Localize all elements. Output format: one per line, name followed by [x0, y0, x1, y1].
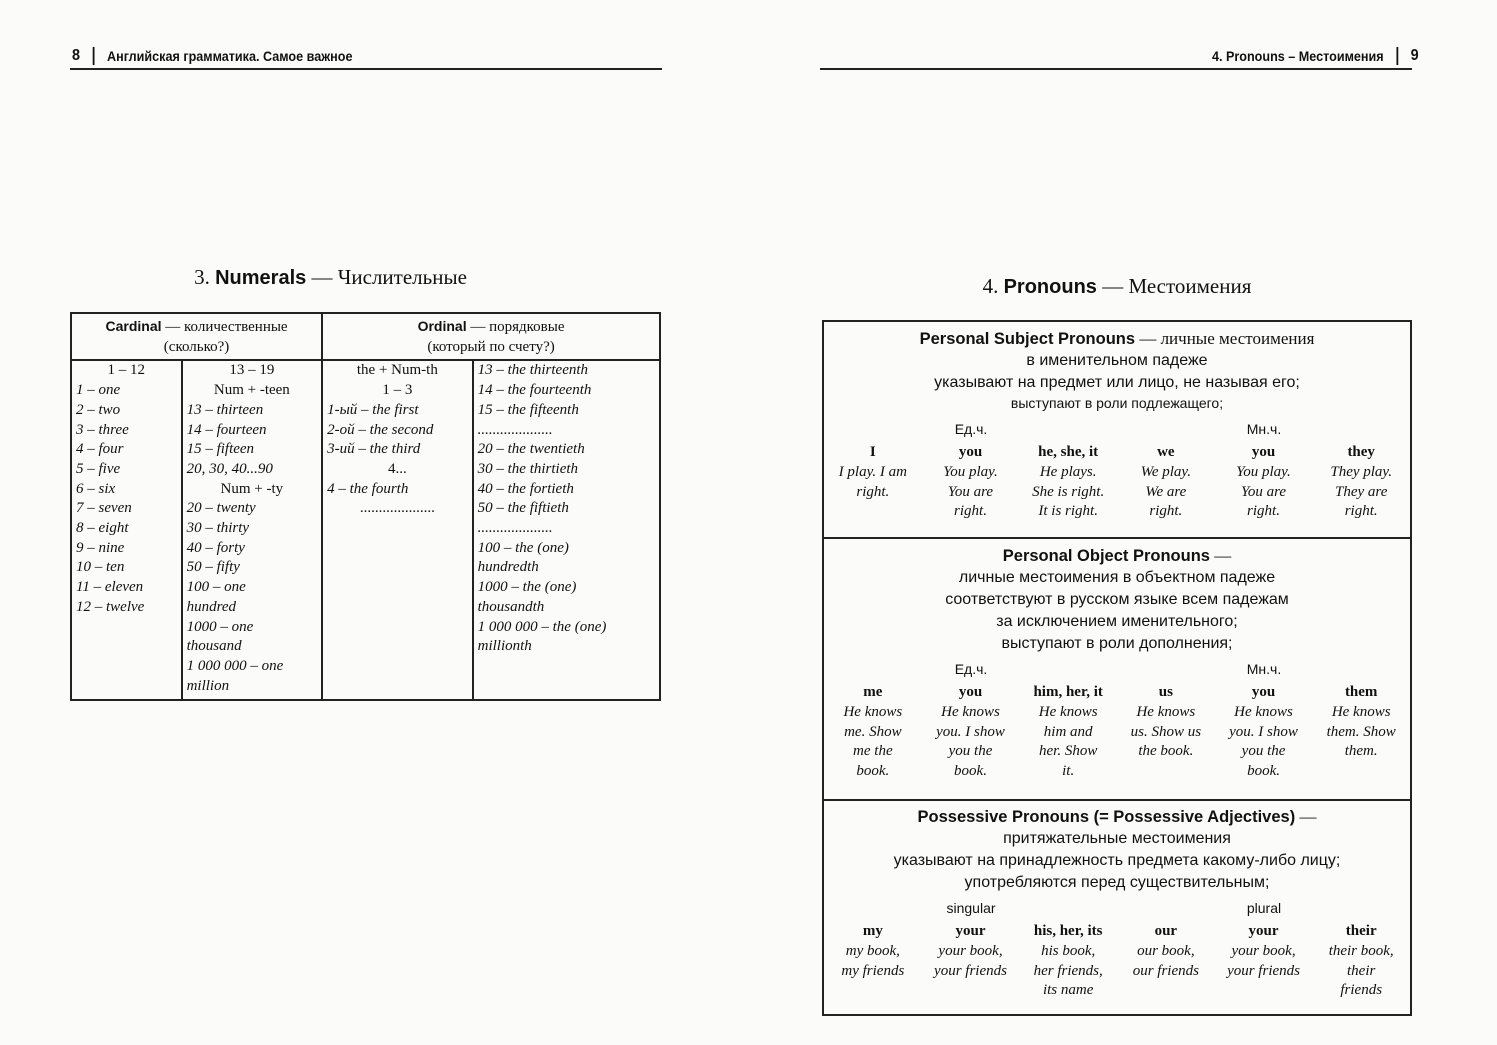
- pronoun-example-line: your friends: [1227, 962, 1300, 979]
- pronoun-form: us: [1158, 684, 1173, 700]
- numeral-entry: ....................: [359, 500, 435, 517]
- subject-desc-line: указывают на предмет или лицо, не называя его;: [934, 374, 1300, 391]
- pronoun-column: [1312, 683, 1410, 782]
- singular-label: singular: [946, 900, 996, 916]
- running-title: 4. Pronouns – Местоимения: [1212, 48, 1384, 64]
- pronoun-example-line: your book,: [1231, 942, 1296, 959]
- pronoun-example-line: my friends: [841, 962, 905, 979]
- header-divider: [1397, 47, 1399, 65]
- pronoun-example-line: you the: [1241, 743, 1286, 760]
- pronoun-example-line: He knows: [843, 703, 903, 720]
- pronoun-column: [1117, 683, 1215, 782]
- singular-label: Ед.ч.: [954, 661, 988, 677]
- pronoun-form: their: [1345, 923, 1377, 939]
- subject-pronouns-section: [824, 322, 1410, 539]
- pronoun-example-line: They play.: [1330, 463, 1393, 480]
- numeral-entry: 5 – five: [76, 460, 121, 477]
- pronoun-example-line: her. Show: [1039, 743, 1098, 760]
- numeral-entry: 30 – thirty: [186, 520, 250, 537]
- pronoun-column: [1215, 683, 1313, 782]
- object-heading-en: Personal Object Pronouns: [1002, 547, 1210, 565]
- pronoun-form: me: [863, 684, 883, 700]
- section-title-en: Pronouns: [1003, 276, 1097, 298]
- numeral-entry: 2 – two: [76, 401, 121, 418]
- section-title-en: Numerals: [215, 267, 307, 289]
- pronoun-form: I: [869, 444, 876, 460]
- section-number: 3.: [194, 265, 210, 289]
- pronoun-example-line: her friends,: [1033, 962, 1103, 979]
- numeral-entry: Num + -teen: [213, 382, 290, 399]
- numeral-entry: 100 – the (one): [477, 539, 569, 556]
- numeral-entry: 50 – fifty: [186, 559, 240, 576]
- left-page: [0, 0, 748, 1045]
- numeral-entry: 12 – twelve: [76, 598, 145, 615]
- pronoun-example-line: me. Show: [844, 723, 902, 740]
- pronoun-form: you: [1251, 684, 1276, 700]
- pronoun-example-line: my book,: [845, 942, 900, 959]
- pronoun-example-line: it.: [1062, 763, 1075, 780]
- numeral-entry: thousand: [186, 638, 242, 655]
- section-title: [70, 265, 591, 290]
- numeral-entry: 1 – 3: [382, 382, 413, 399]
- numeral-entry: 1 – 12: [107, 362, 146, 379]
- pronoun-example-line: their: [1347, 962, 1376, 979]
- numeral-entry: 1 000 000 – the (one): [477, 618, 607, 635]
- pronoun-example-line: right.: [1344, 503, 1378, 520]
- numeral-entry: the + Num-th: [356, 362, 438, 379]
- numeral-entry: 13 – 19: [229, 362, 275, 379]
- cardinal-13-plus-column: [182, 360, 323, 700]
- section-number: 4.: [982, 274, 999, 298]
- numeral-entry: 4 – the fourth: [327, 480, 409, 497]
- pronoun-form: him, her, it: [1033, 684, 1103, 700]
- numeral-entry: ....................: [477, 520, 553, 537]
- pronoun-example-line: your friends: [934, 962, 1007, 979]
- numeral-entry: 14 – the fourteenth: [477, 382, 592, 399]
- subject-heading-en: Personal Subject Pronouns: [919, 330, 1136, 348]
- pronoun-form: you: [958, 684, 983, 700]
- pronoun-column: [1312, 922, 1410, 1001]
- pronoun-form: your: [1248, 923, 1279, 939]
- number-labels: [824, 421, 1410, 437]
- pronoun-example-line: He knows: [941, 703, 1000, 720]
- pronoun-column: [1117, 443, 1215, 522]
- pronoun-column: [922, 683, 1020, 782]
- pronoun-example-line: our friends: [1132, 962, 1199, 979]
- numeral-entry: 8 – eight: [76, 520, 129, 537]
- section-title-ru: Числительные: [337, 265, 467, 289]
- pronoun-form: your: [955, 923, 986, 939]
- pronoun-form: our: [1154, 923, 1178, 939]
- pronoun-example-line: She is right.: [1032, 483, 1105, 500]
- ordinal-1-4-column: [322, 360, 473, 700]
- pronoun-example-line: right.: [856, 483, 890, 500]
- numeral-entry: hundredth: [477, 559, 539, 576]
- numeral-entry: 1000 – one: [186, 618, 254, 635]
- numeral-entry: 40 – forty: [186, 539, 245, 556]
- numeral-entry: 9 – nine: [76, 539, 125, 556]
- running-title: Английская грамматика. Самое важное: [107, 48, 353, 64]
- numerals-table: [70, 312, 661, 701]
- pronoun-form: my: [862, 923, 883, 939]
- page-number: 9: [1410, 47, 1419, 64]
- pronoun-example-line: He plays.: [1039, 463, 1097, 480]
- numeral-entry: millionth: [477, 638, 532, 655]
- running-head-right: [1212, 44, 1419, 68]
- pronoun-example-line: friends: [1340, 982, 1383, 999]
- object-heading-ru: —: [1214, 546, 1232, 565]
- pronoun-example-line: They are: [1335, 483, 1388, 500]
- numeral-entry: 7 – seven: [76, 500, 132, 517]
- plural-label: Мн.ч.: [1246, 421, 1282, 437]
- section-dash: —: [1102, 274, 1124, 298]
- pronoun-column: [1019, 443, 1117, 522]
- numeral-entry: 20 – twenty: [186, 500, 256, 517]
- pronoun-example-line: I play. I am: [838, 463, 907, 480]
- section-title: [822, 274, 1412, 299]
- pronoun-example-line: you the: [948, 743, 993, 760]
- pronoun-example-line: It is right.: [1038, 503, 1098, 520]
- pronoun-example-line: book.: [1247, 763, 1280, 780]
- numeral-entry: 50 – the fiftieth: [477, 500, 569, 517]
- header-divider: [93, 47, 95, 65]
- numeral-entry: Num + -ty: [220, 480, 284, 497]
- pronoun-example-line: He knows: [1234, 703, 1293, 720]
- plural-label: plural: [1246, 900, 1282, 916]
- numeral-entry: 4...: [387, 460, 407, 477]
- singular-label: Ед.ч.: [954, 421, 988, 437]
- running-head-left: [72, 44, 352, 68]
- pronoun-form: he, she, it: [1038, 444, 1099, 460]
- pronoun-example-line: You play.: [1236, 463, 1291, 480]
- pronoun-example-line: right.: [1247, 503, 1280, 520]
- plural-label: Мн.ч.: [1246, 661, 1282, 677]
- pronoun-example-line: He knows: [1038, 703, 1098, 720]
- cardinal-header-en: Cardinal: [105, 318, 162, 334]
- number-labels: [824, 900, 1410, 916]
- section-dash: —: [311, 265, 333, 289]
- cardinal-header-ru: — количественные: [165, 319, 288, 335]
- pronoun-form: you: [1251, 444, 1276, 460]
- object-heading: [824, 545, 1410, 567]
- numeral-entry: 15 – fifteen: [186, 441, 255, 458]
- pronoun-example-line: He knows: [1331, 703, 1391, 720]
- header-rule: [820, 68, 1412, 70]
- pronoun-form: we: [1157, 444, 1175, 460]
- pronoun-example-line: their book,: [1328, 942, 1394, 959]
- numeral-entry: 6 – six: [76, 480, 116, 497]
- possessive-pronouns-section: [824, 801, 1410, 1014]
- numeral-entry: million: [186, 677, 230, 694]
- subject-forms: [824, 443, 1410, 522]
- cardinal-header: [71, 313, 322, 360]
- pronoun-column: [1215, 922, 1313, 1001]
- possessive-desc-line: указывают на принадлежность предмета какому-либо лицу;: [893, 852, 1341, 869]
- pronoun-form: them: [1344, 684, 1378, 700]
- ordinal-header-en: Ordinal: [417, 318, 467, 334]
- section-title-ru: Местоимения: [1128, 274, 1252, 298]
- numeral-entry: 2-ой – the second: [327, 421, 434, 438]
- numeral-entry: 3 – three: [76, 421, 129, 438]
- numeral-entry: thousandth: [477, 598, 545, 615]
- numeral-entry: 13 – the thirteenth: [477, 362, 589, 379]
- numeral-entry: 10 – ten: [76, 559, 125, 576]
- pronoun-example-line: We are: [1145, 483, 1187, 500]
- numeral-entry: 13 – thirteen: [186, 401, 264, 418]
- pronoun-example-line: him and: [1043, 723, 1093, 740]
- pronoun-example-line: the book.: [1138, 743, 1194, 760]
- right-page: [748, 0, 1497, 1045]
- numeral-entry: 3-ий – the third: [327, 441, 421, 458]
- pronoun-form: they: [1347, 444, 1375, 460]
- pronoun-example-line: You are: [947, 483, 994, 500]
- pronoun-example-line: He knows: [1136, 703, 1196, 720]
- pronoun-column: [1117, 922, 1215, 1001]
- pronoun-example-line: your book,: [938, 942, 1003, 959]
- pronoun-column: [1019, 683, 1117, 782]
- possessive-heading-ru: —: [1299, 807, 1317, 826]
- possessive-desc-line: притяжательные местоимения: [1003, 830, 1231, 847]
- pronoun-example-line: me the: [853, 743, 893, 760]
- pronoun-example-line: You are: [1240, 483, 1287, 500]
- pronoun-example-line: its name: [1042, 982, 1094, 999]
- number-labels: [824, 661, 1410, 677]
- numeral-entry: 1000 – the (one): [477, 579, 577, 596]
- numeral-entry: 40 – the fortieth: [477, 480, 574, 497]
- pronoun-example-line: us. Show us: [1130, 723, 1202, 740]
- pronoun-example-line: his book,: [1041, 942, 1096, 959]
- ordinal-header: [322, 313, 660, 360]
- pronoun-example-line: book.: [954, 763, 987, 780]
- possessive-desc-line: употребляются перед существительным;: [964, 874, 1270, 891]
- pronoun-example-line: them.: [1344, 743, 1378, 760]
- numeral-entry: 14 – fourteen: [186, 421, 267, 438]
- object-desc-line: соответствуют в русском языке всем падежам: [945, 591, 1289, 608]
- numeral-entry: 20, 30, 40...90: [186, 460, 273, 477]
- pronoun-column: [1215, 443, 1313, 522]
- numeral-entry: 20 – the twentieth: [477, 441, 585, 458]
- object-forms: [824, 683, 1410, 782]
- pronoun-column: [1019, 922, 1117, 1001]
- pronoun-example-line: our book,: [1137, 942, 1195, 959]
- pronoun-example-line: We play.: [1140, 463, 1191, 480]
- pronoun-column: [824, 922, 922, 1001]
- ordinal-header-question: (который по счету?): [427, 338, 555, 355]
- header-rule: [70, 68, 662, 70]
- ordinal-header-ru: — порядковые: [470, 319, 565, 335]
- pronoun-form: his, her, its: [1033, 923, 1103, 939]
- pronoun-column: [922, 922, 1020, 1001]
- numeral-entry: hundred: [186, 598, 237, 615]
- object-desc-line: личные местоимения в объектном падеже: [958, 569, 1276, 586]
- numeral-entry: 100 – one: [186, 579, 246, 596]
- pronoun-column: [1312, 443, 1410, 522]
- pronoun-example-line: you. I show: [1229, 723, 1298, 740]
- pronoun-example-line: them. Show: [1326, 723, 1396, 740]
- ordinal-13-plus-column: [473, 360, 660, 700]
- pronoun-example-line: right.: [954, 503, 987, 520]
- pronoun-example-line: You play.: [943, 463, 998, 480]
- object-pronouns-section: [824, 539, 1410, 801]
- pronoun-column: [824, 683, 922, 782]
- numeral-entry: 1 – one: [76, 382, 121, 399]
- numeral-entry: 11 – eleven: [76, 579, 144, 596]
- pronouns-table: [822, 320, 1412, 1016]
- object-desc-line: выступают в роли дополнения;: [1001, 635, 1233, 652]
- pronoun-example-line: book.: [856, 763, 890, 780]
- object-desc-line: за исключением именительного;: [996, 613, 1238, 630]
- cardinal-header-question: (сколько?): [163, 338, 230, 355]
- subject-heading: [824, 328, 1410, 350]
- pronoun-column: [922, 443, 1020, 522]
- page-number: 8: [72, 47, 81, 64]
- numeral-entry: 15 – the fifteenth: [477, 401, 579, 418]
- subject-desc-line: выступают в роли подлежащего;: [1010, 395, 1224, 411]
- numeral-entry: 1 000 000 – one: [186, 657, 284, 674]
- numeral-entry: 30 – the thirtieth: [477, 460, 579, 477]
- subject-heading-ru: — личные местоимения: [1139, 329, 1315, 348]
- possessive-forms: [824, 922, 1410, 1001]
- possessive-heading: [824, 806, 1410, 828]
- pronoun-form: you: [958, 444, 983, 460]
- possessive-heading-en: Possessive Pronouns (= Possessive Adjectives): [917, 808, 1296, 826]
- numeral-entry: ....................: [477, 421, 553, 438]
- pronoun-example-line: you. I show: [936, 723, 1005, 740]
- pronoun-example-line: right.: [1149, 503, 1183, 520]
- numeral-entry: 1-ый – the first: [327, 401, 419, 418]
- subject-desc-line: в именительном падеже: [1026, 352, 1208, 369]
- cardinal-1-12-column: [71, 360, 182, 700]
- pronoun-column: [824, 443, 922, 522]
- numeral-entry: 4 – four: [76, 441, 124, 458]
